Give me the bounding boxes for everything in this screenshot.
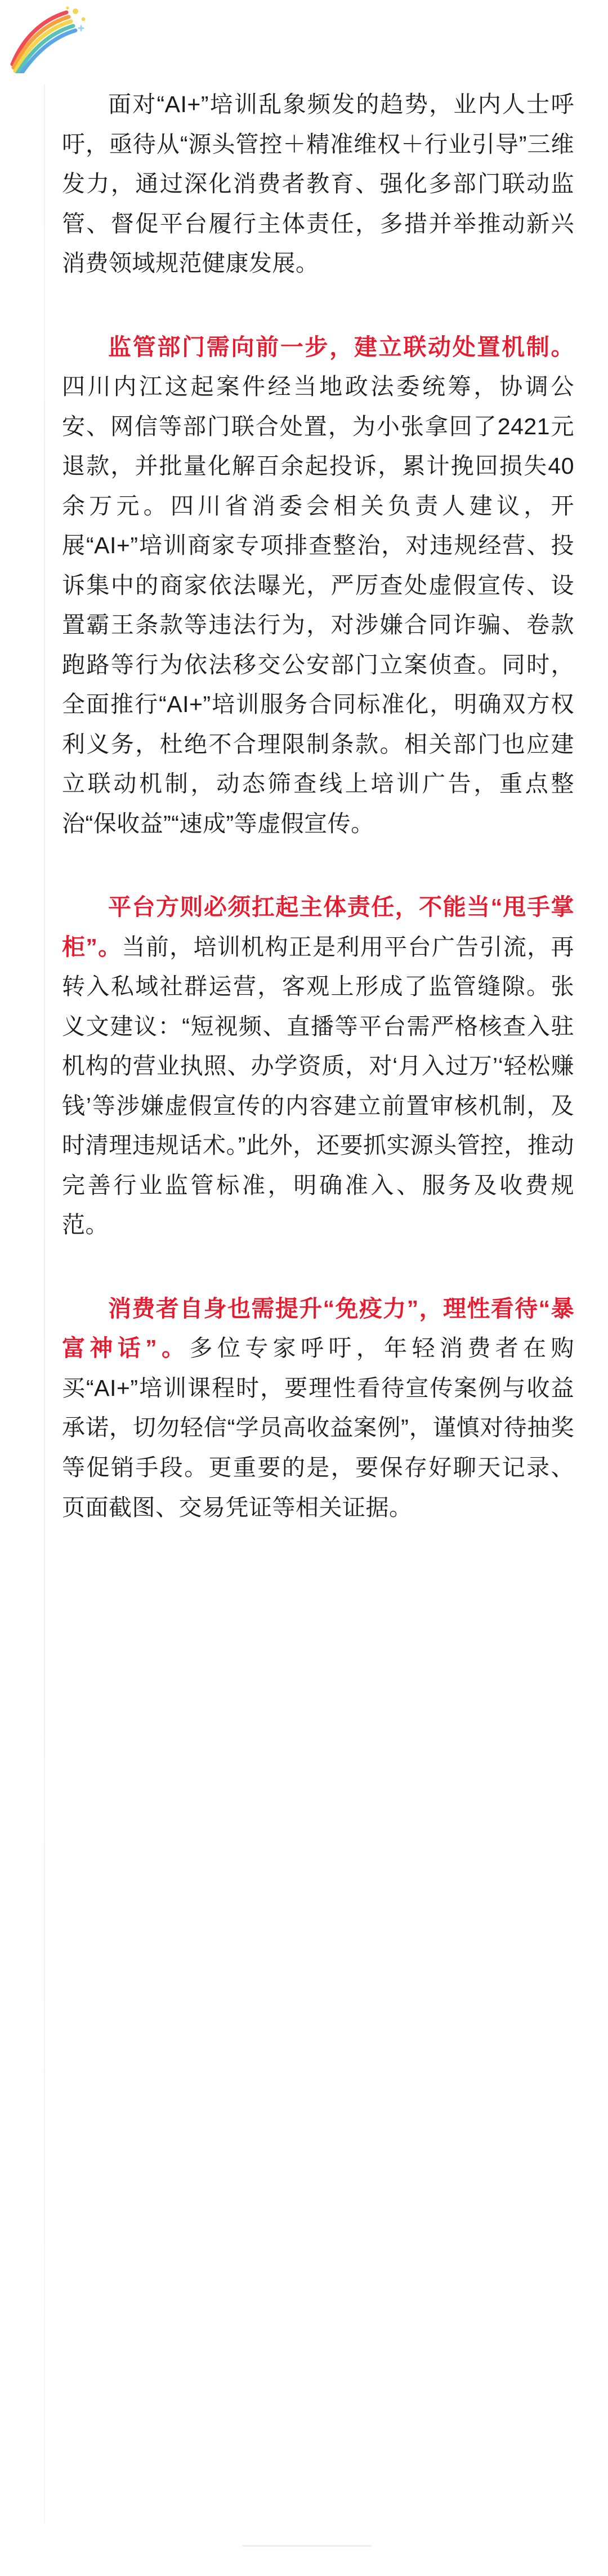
paragraph-4-text: 多位专家呼吁，年轻消费者在购买“AI+”培训课程时，要理性看待宣传案例与收益承诺，切勿轻信“学员高收益案例”，谨慎对待抽奖等促销手段。更重要的是，要保存好聊天记录、页面截图、交易凭证等相关证据。: [62, 1335, 575, 1520]
paragraph-2: [62, 327, 574, 844]
bottom-divider: [242, 2545, 372, 2547]
paragraph-2-text: 四川内江这起案件经当地政法委统筹，协调公安、网信等部门联合处置，为小张拿回了2421元退款，并批量化解百余起投诉，累计挽回损失40余万元。四川省消委会相关负责人建议，开展“AI+”培训商家专项排查整治，对违规经营、投诉集中的商家依法曝光，严厉查处虚假宣传、设置霸王条款等违法行为，对涉嫌合同诈骗、卷款跑路等行为依法移交公安部门立案侦查。同时，全面推行“AI+”培训服务合同标准化，明确双方权利义务，杜绝不合理限制条款。相关部门也应建立联动机制，动态筛查线上培训广告，重点整治“保收益”“速成”等虚假宣传。: [62, 373, 574, 837]
paragraph-1: [62, 84, 574, 283]
paragraph-4: [62, 1289, 574, 1527]
paragraph-3-text: 当前，培训机构正是利用平台广告引流，再转入私域社群运营，客观上形成了监管缝隙。张义文建议：“短视频、直播等平台需严格核查入驻机构的营业执照、办学资质，对‘月入过万’‘轻松赚钱’等涉嫌虚假宣传的内容建立前置审核机制，及时清理违规话术。”此外，还要抓实源头管控，推动完善行业监管标准，明确准入、服务及收费规范。: [62, 933, 574, 1238]
paragraph-2-lead: 监管部门需向前一步，建立联动处置机制。: [108, 333, 574, 360]
paragraph-3-lead: 平台方则必须扛起主体责任，不能当“甩手掌柜”。: [62, 894, 574, 960]
paragraph-4-lead: 消费者自身也需提升“免疫力”，理性看待“暴富神话”。: [62, 1295, 574, 1362]
paragraph-3: [62, 887, 574, 1245]
paragraph-1-text: 面对“AI+”培训乱象频发的趋势，业内人士呼吁，亟待从“源头管控＋精准维权＋行业引导”三维发力，通过深化消费者教育、强化多部门联动监管、督促平台履行主体责任，多措并举推动新兴消费领域规范健康发展。: [62, 91, 574, 277]
